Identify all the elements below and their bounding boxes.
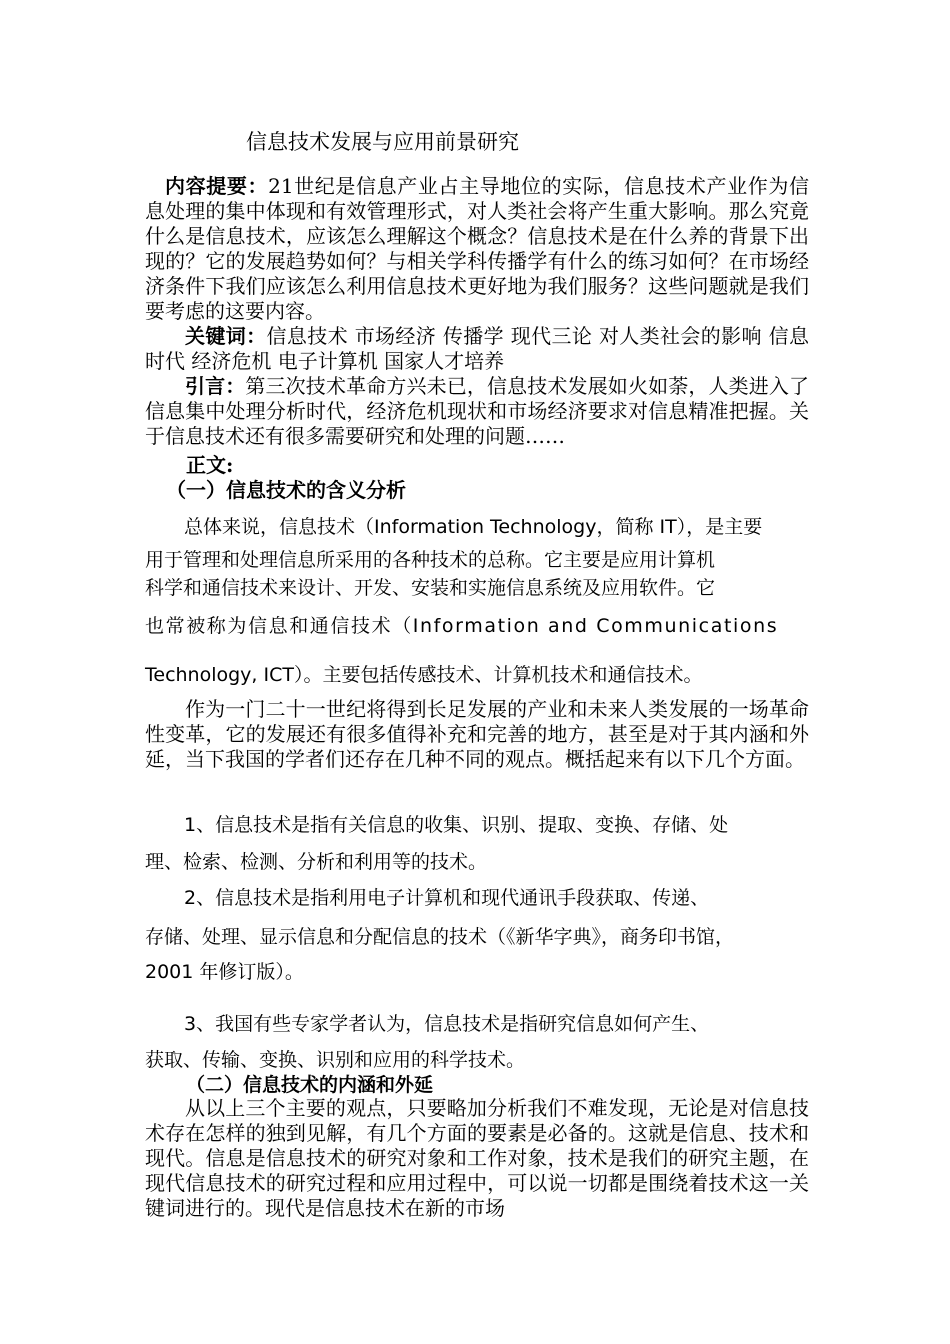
s1-p2: 作为一门二十一世纪将得到长足发展的产业和未来人类发展的一场革命性变革，它的发展还有很多值得补充和完善的地方，甚至是对于其内涵和外延，当下我国的学者们还存在几种不同的观点。概括起来有以下几个方面。 <box>145 697 809 771</box>
s1-p1-line5: Technology, ICT）。主要包括传感技术、计算机技术和通信技术。 <box>145 664 703 686</box>
s1-item3-line2: 获取、传输、变换、识别和应用的科学技术。 <box>145 1049 526 1071</box>
s2-p1: 从以上三个主要的观点，只要略加分析我们不难发现，无论是对信息技术存在怎样的独到见解，有几个方面的要素是必备的。这就是信息、技术和现代。信息是信息技术的研究对象和工作对象，技术是我们的研究主题，在现代信息技术的研究过程和应用过程中，可以说一切都是围绕着技术这一关键词进行的。现代是信息技术在新的市场 <box>145 1096 809 1220</box>
s1-p1-line2: 用于管理和处理信息所采用的各种技术的总称。它主要是应用计算机 <box>145 549 716 571</box>
s1-item2-line2: 存储、处理、显示信息和分配信息的技术（《新华字典》，商务印书馆， <box>145 926 735 948</box>
s1-item1-line2: 理、检索、检测、分析和利用等的技术。 <box>145 851 488 873</box>
s1-item3-line1: 3、我国有些专家学者认为，信息技术是指研究信息如何产生、 <box>184 1013 710 1035</box>
document-title: 信息技术发展与应用前景研究 <box>246 130 519 154</box>
intro-paragraph <box>145 374 809 449</box>
s1-p1-line3: 科学和通信技术来设计、开发、安装和实施信息系统及应用软件。它 <box>145 577 716 599</box>
intro-label: 引言： <box>185 374 246 398</box>
keywords-paragraph <box>145 324 809 374</box>
s1-item1-line1: 1、信息技术是指有关信息的收集、识别、提取、变换、存储、处 <box>184 814 729 836</box>
keywords-text: 信息技术 市场经济 传播学 现代三论 对人类社会的影响 信息时代 经济危机 电子计算机 国家人才培养 <box>145 324 809 373</box>
intro-text: 第三次技术革命方兴未已，信息技术发展如火如荼，人类进入了信息集中处理分析时代，经济危机现状和市场经济要求对信息精准把握。关于信息技术还有很多需要研究和处理的问题…… <box>145 374 810 448</box>
keywords-label: 关键词： <box>185 324 267 348</box>
abstract-label: 内容提要： <box>165 174 269 198</box>
s1-p1-line4: 也常被称为信息和通信技术（Information and Communications <box>145 615 779 637</box>
s1-item2-line3: 2001 年修订版）。 <box>145 961 304 983</box>
s1-p1-line1: 总体来说，信息技术（Information Technology，简称 IT），是主要 <box>184 516 763 538</box>
abstract-text: 21世纪是信息产业占主导地位的实际，信息技术产业作为信息处理的集中体现和有效管理形式，对人类社会将产生重大影响。那么究竟什么是信息技术，应该怎么理解这个概念？信息技术是在什么养的背景下出现的？它的发展趋势如何？与相关学科传播学有什么的练习如何？在市场经济条件下我们应该怎么利用信息技术更好地为我们服务？这些问题就是我们要考虑的这要内容。 <box>145 174 809 323</box>
body-label: 正文: <box>186 453 234 477</box>
section1-heading: （一）信息技术的含义分析 <box>166 478 406 502</box>
section2-heading: （二）信息技术的内涵和外延 <box>186 1074 434 1096</box>
abstract-paragraph <box>145 174 809 324</box>
s1-item2-line1: 2、信息技术是指利用电子计算机和现代通讯手段获取、传递、 <box>184 887 710 909</box>
